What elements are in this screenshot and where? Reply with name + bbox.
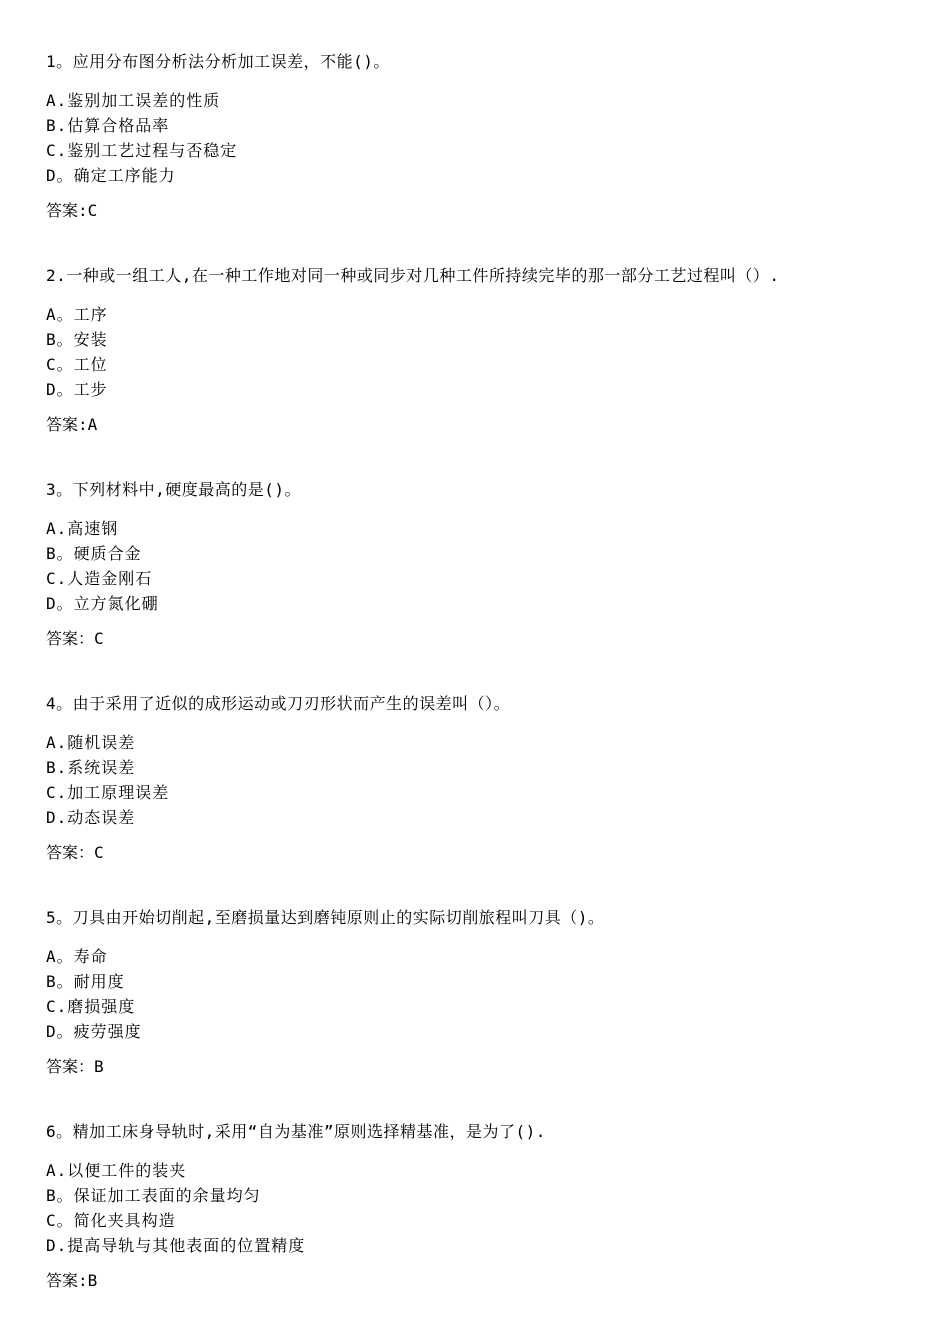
option-c: C.加工原理误差 — [46, 783, 170, 802]
question-5 — [46, 908, 906, 1078]
question-stem: 4。由于采用了近似的成形运动或刀刃形状而产生的误差叫（）。 — [46, 694, 511, 713]
option-list — [46, 516, 906, 616]
option-c: C。工位 — [46, 355, 108, 374]
option-d: D。确定工序能力 — [46, 166, 176, 185]
question-6 — [46, 1122, 906, 1292]
question-1 — [46, 52, 906, 222]
option-d: D。工步 — [46, 380, 108, 399]
question-stem: 6。精加工床身导轨时,采用“自为基准”原则选择精基准，是为了(). — [46, 1122, 546, 1141]
option-b: B。保证加工表面的余量均匀 — [46, 1186, 261, 1205]
option-list — [46, 302, 906, 402]
option-list — [46, 730, 906, 830]
answer: 答案:C — [46, 201, 98, 220]
answer: 答案：B — [46, 1057, 104, 1076]
question-stem: 1。应用分布图分析法分析加工误差，不能()。 — [46, 52, 390, 71]
answer: 答案:A — [46, 415, 98, 434]
option-b: B。硬质合金 — [46, 544, 142, 563]
option-a: A。寿命 — [46, 947, 108, 966]
question-4 — [46, 694, 906, 864]
option-d: D.提高导轨与其他表面的位置精度 — [46, 1236, 306, 1255]
option-a: A.随机误差 — [46, 733, 136, 752]
option-a: A.高速钢 — [46, 519, 119, 538]
option-c: C.磨损强度 — [46, 997, 136, 1016]
question-stem: 3。下列材料中,硬度最高的是()。 — [46, 480, 302, 499]
option-c: C。简化夹具构造 — [46, 1211, 176, 1230]
option-list — [46, 944, 906, 1044]
option-a: A.鉴别加工误差的性质 — [46, 91, 221, 110]
question-stem: 5。刀具由开始切削起,至磨损量达到磨钝原则止的实际切削旅程叫刀具（)。 — [46, 908, 605, 927]
answer: 答案：C — [46, 843, 104, 862]
option-a: A.以便工件的装夹 — [46, 1161, 187, 1180]
option-d: D。疲劳强度 — [46, 1022, 142, 1041]
answer: 答案：C — [46, 629, 104, 648]
option-a: A。工序 — [46, 305, 108, 324]
question-stem: 2.一种或一组工人,在一种工作地对同一种或同步对几种工件所持续完毕的那一部分工艺过程叫（）. — [46, 266, 780, 285]
answer: 答案:B — [46, 1271, 98, 1290]
option-list — [46, 1158, 906, 1258]
option-b: B。耐用度 — [46, 972, 125, 991]
option-b: B.系统误差 — [46, 758, 136, 777]
option-b: B.估算合格品率 — [46, 116, 170, 135]
option-b: B。安装 — [46, 330, 108, 349]
question-3 — [46, 480, 906, 650]
option-d: D.动态误差 — [46, 808, 136, 827]
option-d: D。立方氮化硼 — [46, 594, 159, 613]
question-2 — [46, 266, 906, 436]
option-list — [46, 88, 906, 188]
option-c: C.人造金刚石 — [46, 569, 153, 588]
option-c: C.鉴别工艺过程与否稳定 — [46, 141, 238, 160]
